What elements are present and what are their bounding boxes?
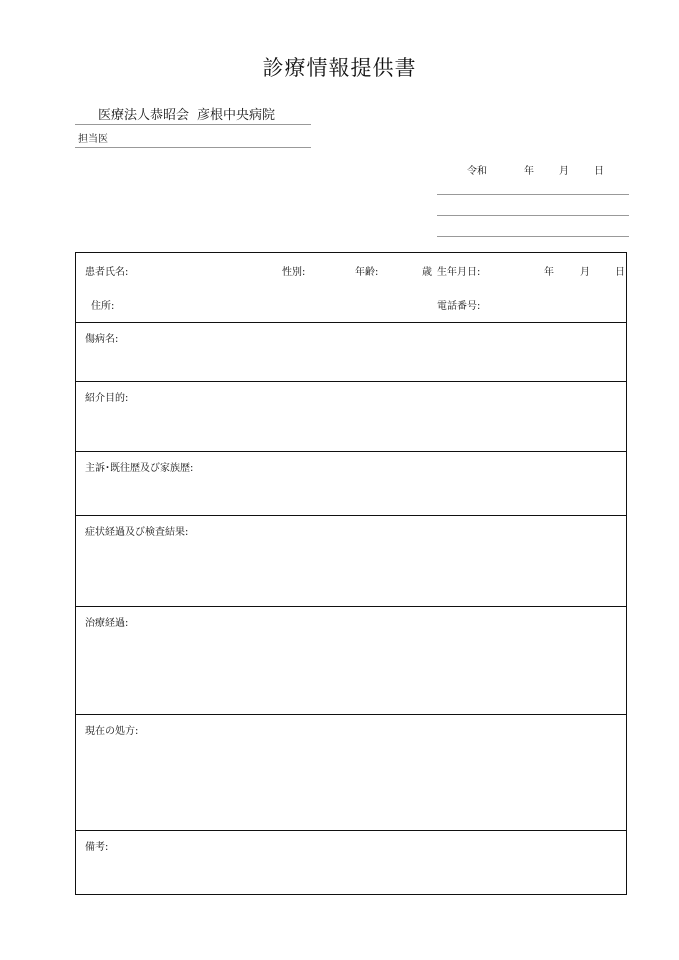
- doctor-label: 担当医: [78, 134, 108, 145]
- divider: [76, 451, 626, 452]
- hospital-name: [98, 104, 275, 123]
- patient-name-label: 患者氏名:: [85, 267, 129, 278]
- birth-month: 月: [580, 267, 590, 278]
- divider: [76, 830, 626, 831]
- symptoms-label: 症状経過及び検査結果:: [85, 527, 189, 538]
- hospital-org: 医療法人恭昭会: [98, 108, 190, 123]
- sender-line-2[interactable]: [437, 215, 629, 216]
- referral-form: [75, 252, 627, 895]
- hospital-underline: [75, 124, 311, 125]
- phone-label: 電話番号:: [437, 301, 481, 312]
- age-unit: 歳: [422, 267, 432, 278]
- divider: [76, 322, 626, 323]
- date-day: 日: [594, 166, 604, 177]
- divider: [76, 381, 626, 382]
- address-label: 住所:: [91, 301, 115, 312]
- sender-line-3[interactable]: [437, 236, 629, 237]
- purpose-label: 紹介目的:: [85, 393, 129, 404]
- divider: [76, 714, 626, 715]
- age-label: 年齢:: [355, 267, 379, 278]
- birth-day: 日: [615, 267, 625, 278]
- divider: [76, 606, 626, 607]
- birth-date-label: 生年月日:: [437, 267, 481, 278]
- date-month: 月: [559, 166, 569, 177]
- prescription-label: 現在の処方:: [85, 726, 139, 737]
- diagnosis-label: 傷病名:: [85, 334, 119, 345]
- remarks-label: 備考:: [85, 842, 109, 853]
- divider: [76, 515, 626, 516]
- page-title: 診療情報提供書: [262, 56, 417, 80]
- history-label: 主訴･既往歴及び家族歴:: [85, 463, 194, 474]
- sex-label: 性別:: [282, 267, 306, 278]
- treatment-label: 治療経過:: [85, 618, 129, 629]
- hospital-branch: 彦根中央病院: [197, 108, 276, 123]
- date-era: 令和: [467, 166, 487, 177]
- doctor-field[interactable]: [75, 147, 311, 148]
- birth-year: 年: [544, 267, 554, 278]
- sender-line-1[interactable]: [437, 194, 629, 195]
- date-year: 年: [524, 166, 534, 177]
